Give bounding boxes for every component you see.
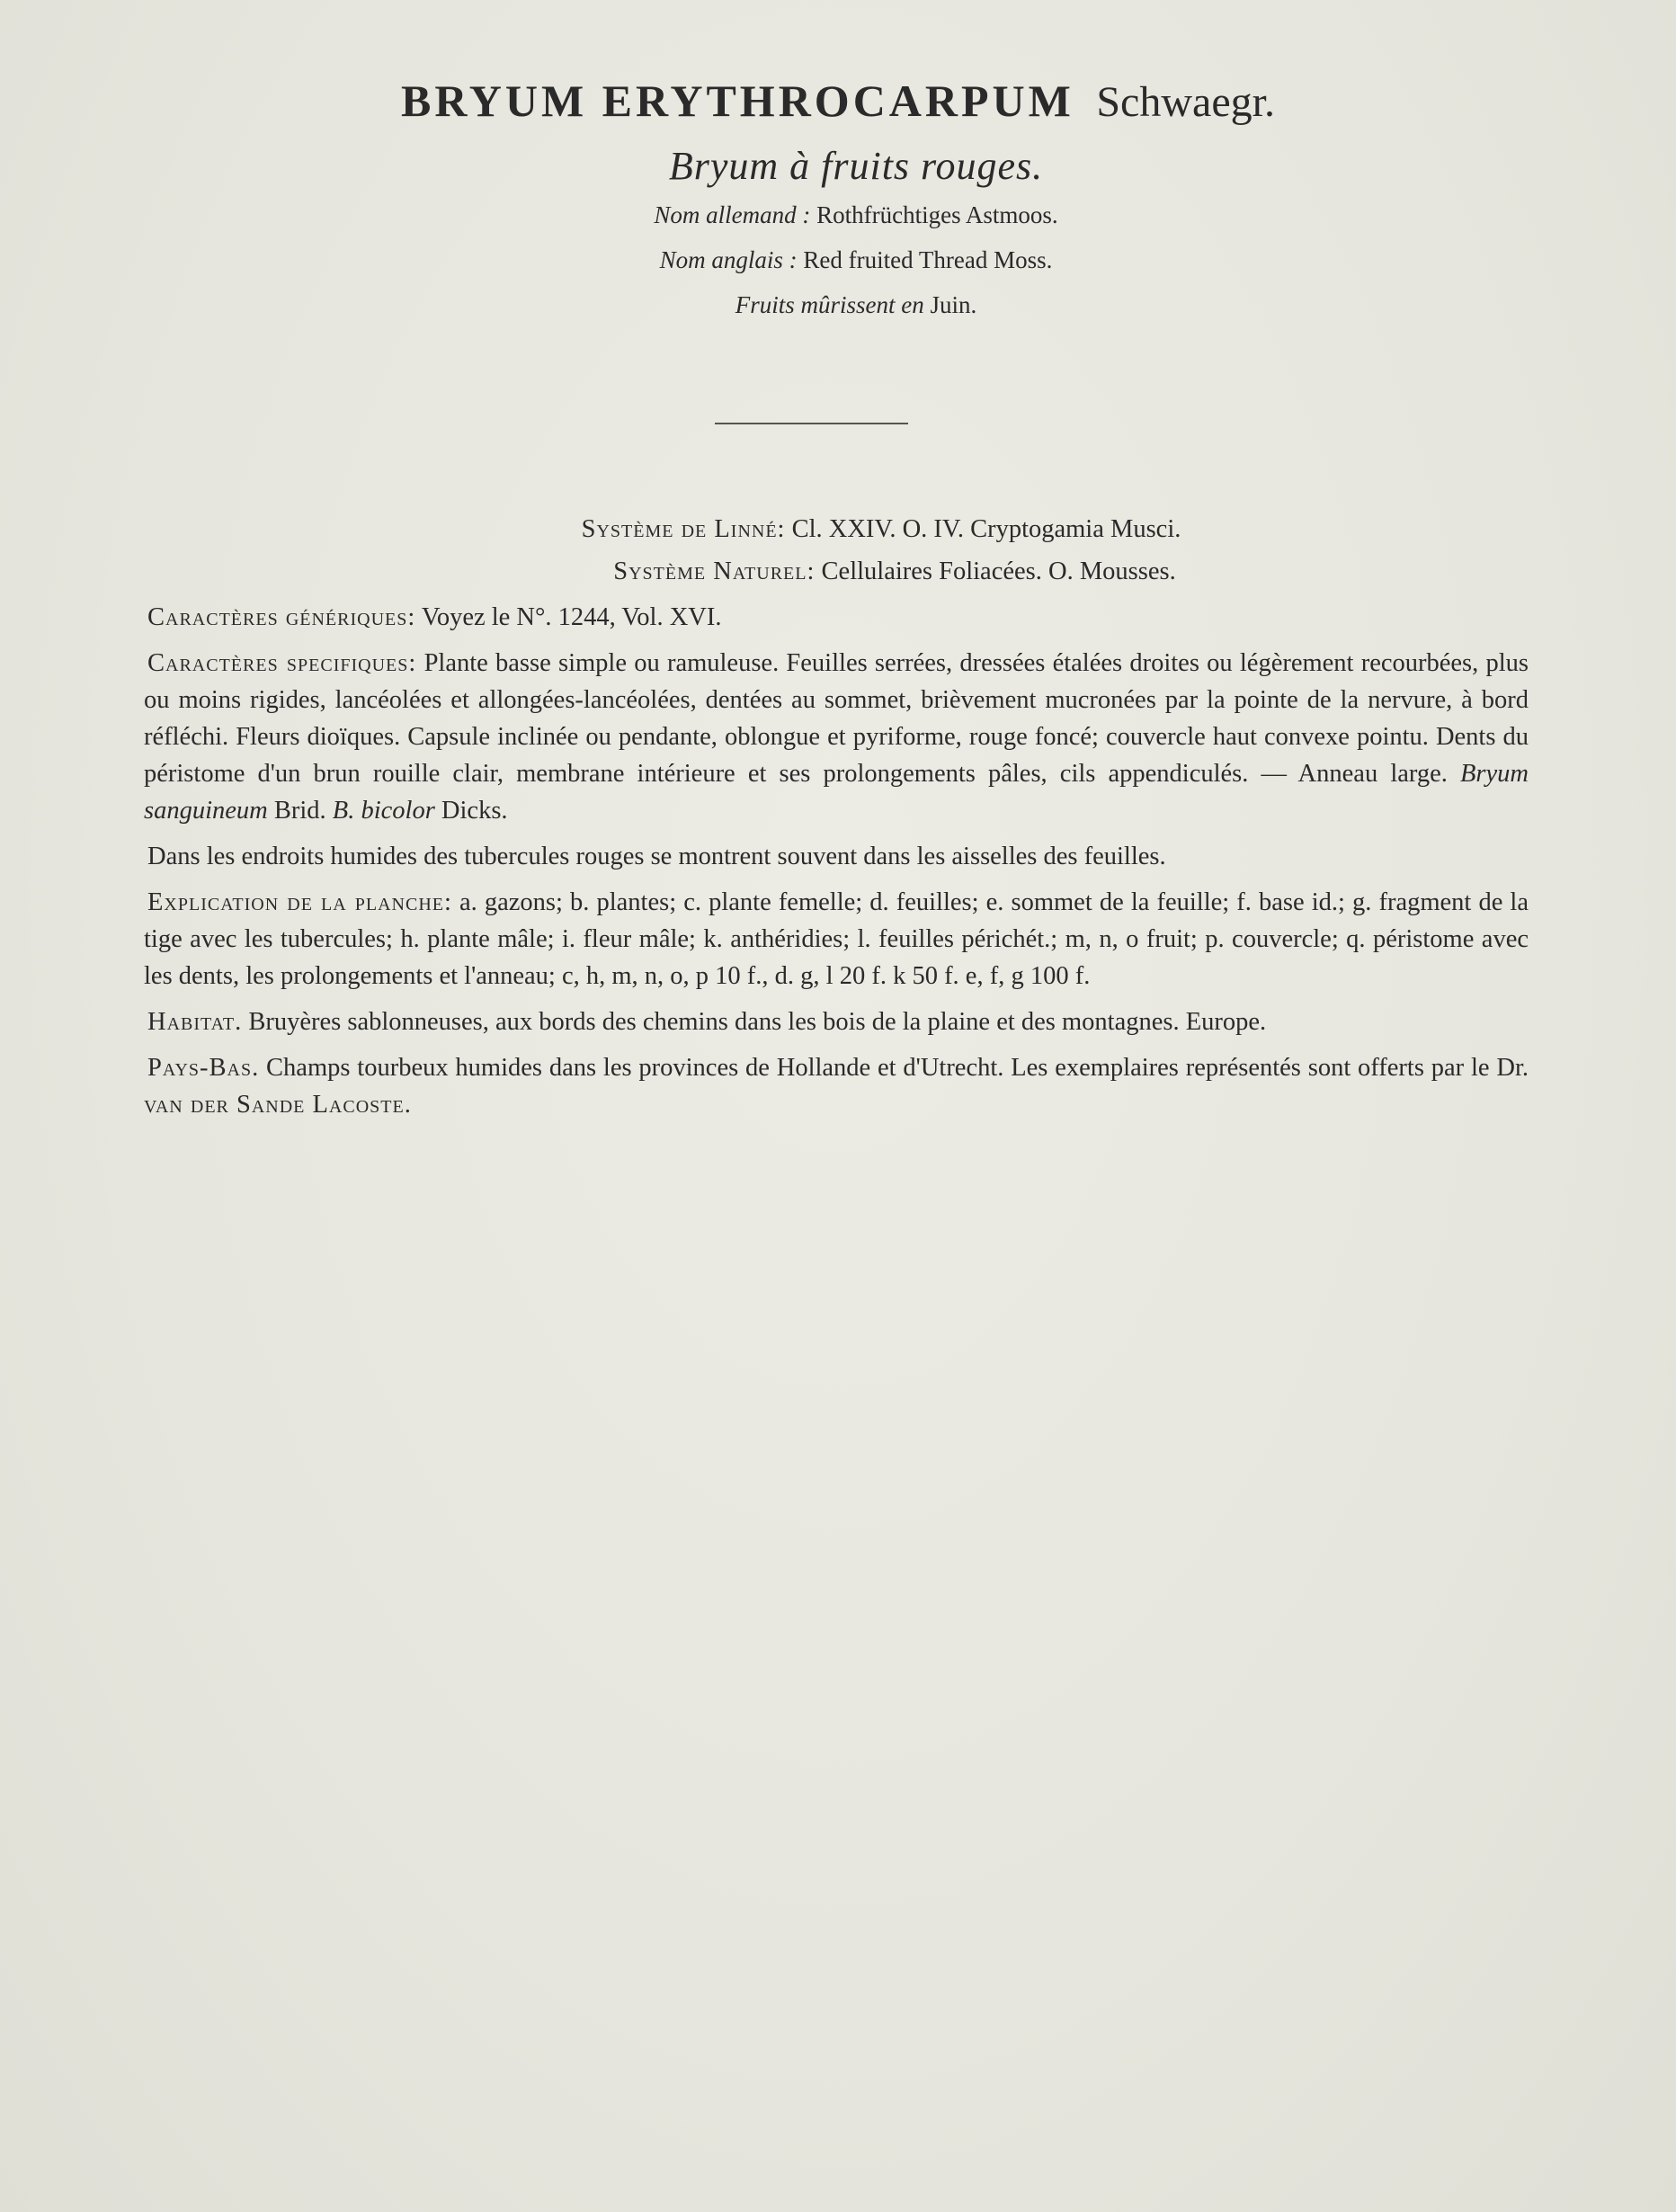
paysbas-paragraph bbox=[144, 1049, 1529, 1123]
title-text: BRYUM ERYTHROCARPUM bbox=[401, 76, 1074, 126]
fruit-label: Fruits mûrissent en bbox=[735, 291, 924, 318]
explication-paragraph bbox=[144, 884, 1529, 995]
specifiques-label: Caractères specifiques: bbox=[147, 649, 417, 677]
naturel-value: Cellulaires Foliacées. O. Mousses. bbox=[821, 557, 1176, 585]
header bbox=[0, 72, 1676, 327]
explication-text: a. gazons; b. plantes; c. plante femelle; d. feuilles; e. sommet de la feuille; f. base id.; g. fragment de la tige avec les tubercules; h. plante mâle; i. fleur mâle; k. anthéridies; l. feuilles périchét.; m, n, o fruit; p. couvercle; q. péristome avec les dents, les prolongements et l'anneau; c, h, m, n, o, p 10 f., d. g, l 20 f. k 50 f. e, f, g 100 f. bbox=[144, 888, 1529, 990]
description-body bbox=[144, 511, 1529, 1123]
divider-rule bbox=[715, 423, 908, 424]
habitat-label: Habitat. bbox=[147, 1008, 243, 1036]
synonym-2: B. bicolor bbox=[332, 797, 435, 825]
dans-paragraph: Dans les endroits humides des tubercules rouges se montrent souvent dans les aisselles des feuilles. bbox=[147, 843, 1166, 870]
generiques-paragraph bbox=[144, 599, 1529, 636]
naturel-label: Système Naturel: bbox=[613, 557, 816, 585]
english-value: Red fruited Thread Moss. bbox=[803, 246, 1053, 273]
synonym-2-author: Dicks. bbox=[441, 797, 508, 825]
linne-value: Cl. XXIV. O. IV. Cryptogamia Musci. bbox=[791, 515, 1181, 543]
naturel-line bbox=[261, 553, 1529, 590]
german-name-line bbox=[36, 192, 1676, 237]
species-title bbox=[0, 72, 1676, 131]
english-name-line bbox=[36, 237, 1676, 282]
english-label: Nom anglais : bbox=[659, 246, 798, 273]
fruit-value: Juin. bbox=[930, 291, 977, 318]
explication-label: Explication de la planche: bbox=[147, 888, 452, 916]
generiques-label: Caractères génériques: bbox=[147, 603, 416, 631]
paysbas-name: van der Sande Lacoste. bbox=[144, 1091, 412, 1119]
german-label: Nom allemand : bbox=[654, 201, 811, 228]
specifiques-text: Plante basse simple ou ramuleuse. Feuilles serrées, dressées étalées droites ou légèrement recourbées, plus ou moins rigides, lancéolées et allongées-lancéolées, dentées au sommet, brièvement mucronées par la pointe de la nervure, à bord réfléchi. Fleurs dioïques. Capsule inclinée ou pendante, oblongue et pyriforme, rouge foncé; couvercle haut convexe pointu. Dents du péristome d'un brun rouille clair, membrane intérieure et ses prolongements pâles, cils appendiculés. — Anneau large. bbox=[144, 649, 1529, 788]
habitat-paragraph bbox=[144, 1003, 1529, 1040]
paysbas-label: Pays-Bas. bbox=[147, 1054, 260, 1082]
synonym-1-author: Brid. bbox=[273, 797, 326, 825]
title-author: Schwaegr. bbox=[1096, 78, 1275, 126]
fruit-line bbox=[36, 282, 1676, 327]
german-value: Rothfrüchtiges Astmoos. bbox=[816, 201, 1058, 228]
french-name: Bryum à fruits rouges. bbox=[668, 144, 1044, 188]
generiques-value: Voyez le N°. 1244, Vol. XVI. bbox=[421, 603, 722, 631]
linne-line bbox=[234, 511, 1529, 548]
paysbas-text: Champs tourbeux humides dans les provinces de Hollande et d'Utrecht. Les exemplaires représentés sont offerts par le Dr. bbox=[266, 1054, 1529, 1082]
specifiques-paragraph bbox=[144, 645, 1529, 829]
habitat-text: Bruyères sablonneuses, aux bords des chemins dans les bois de la plaine et des montagnes. Europe. bbox=[248, 1008, 1267, 1036]
linne-label: Système de Linné: bbox=[581, 515, 786, 543]
synonym-1: Bryum sanguineum bbox=[144, 760, 1529, 825]
